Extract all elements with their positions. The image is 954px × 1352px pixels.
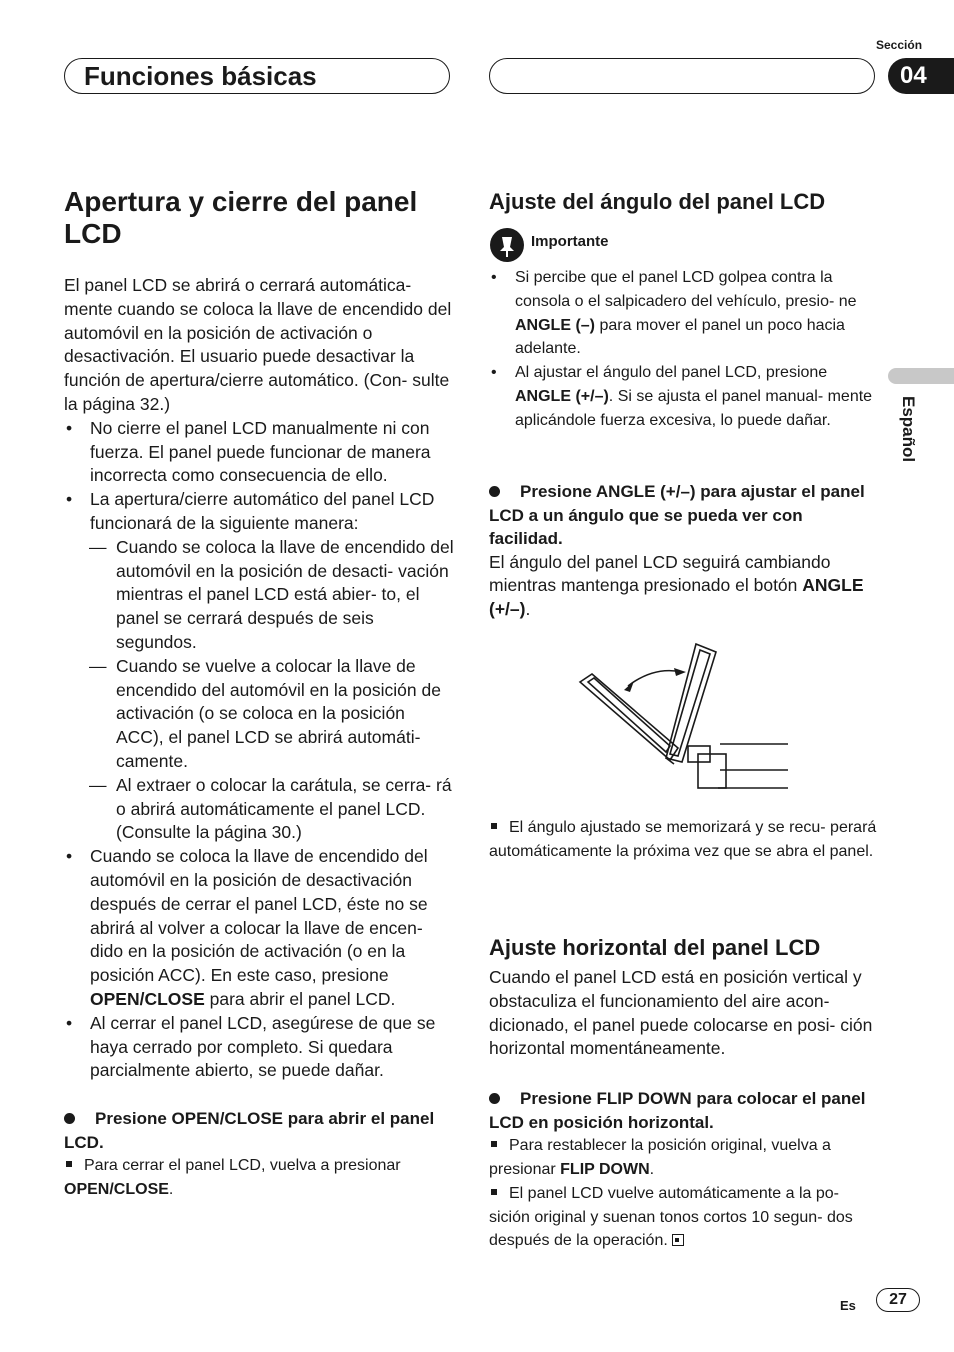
section-label: Sección [876, 38, 923, 52]
horizontal-note: Para restablecer la posición original, vuelva a presionar FLIP DOWN. [489, 1137, 831, 1178]
note-square-icon [491, 823, 497, 829]
dash-item: — Cuando se coloca la llave de encendido del automóvil en la posición de desacti- vación mientras el panel LCD está abier- to, el panel se cerrará después de seis segundos. [64, 536, 454, 655]
dash-item: — Cuando se vuelve a colocar la llave de encendido del automóvil en la posición de activación (o se coloca en la posición ACC), el panel LCD se abrirá automáti- camente. [64, 655, 454, 774]
note-square-icon [66, 1161, 72, 1167]
side-tab-marker [888, 368, 954, 384]
step-bullet-icon [489, 1093, 500, 1104]
important-label: Importante [531, 233, 609, 250]
step-bullet-icon [489, 486, 500, 497]
important-icon [490, 228, 524, 262]
step-bullet-icon [64, 1113, 75, 1124]
section-number-badge: 04 [888, 58, 954, 94]
step-instruction: Presione OPEN/CLOSE para abrir el panel LCD. [64, 1109, 435, 1152]
page-number: 27 [876, 1288, 920, 1312]
angle-step-block [489, 480, 879, 622]
side-language-label: Español [899, 396, 918, 463]
bullet-item: • La apertura/cierre automático del panel LCD funcionará de la siguiente manera: [64, 488, 454, 536]
important-item: • Al ajustar el ángulo del panel LCD, presione ANGLE (+/–). Si se ajusta el panel manual- mente aplicándole fuerza excesiva, lo puede dañar. [489, 361, 879, 432]
lcd-angle-illustration [570, 638, 790, 794]
section-title-opening: Apertura y cierre del panel LCD [64, 186, 418, 249]
horizontal-description: Cuando el panel LCD está en posición vertical y obstaculiza el funcionamiento del aire acon- dicionado, el panel puede colocarse en posi- ción horizontal momentáneamente. [489, 967, 873, 1059]
header-right-frame [489, 58, 875, 94]
horizontal-note: El panel LCD vuelve automáticamente a la po- sición original y suenan tonos cortos 10 segun- dos después de la operación. [489, 1184, 853, 1250]
angle-description: El ángulo del panel LCD seguirá cambiando mientras mantenga presionado el botón ANGLE (+/–). [489, 551, 864, 620]
horizontal-section [489, 934, 879, 1253]
section-title-angle: Ajuste del ángulo del panel LCD [489, 189, 826, 214]
page-header-title: Funciones básicas [84, 61, 317, 91]
bullet-item: • Cuando se coloca la llave de encendido del automóvil en la posición de desactivación después de cerrar el panel LCD, éste no se abrirá al volver a colocar la llave de encen- dido en la posición de activación (o en la posición ACC). En este caso, presione OPEN/CLOSE para abrir el panel LCD. [64, 845, 454, 1012]
bullet-item: • Al cerrar el panel LCD, asegúrese de que se haya cerrado por completo. Si quedara parcialmente abierto, se puede dañar. [64, 1012, 454, 1083]
step-note: Para cerrar el panel LCD, vuelva a presionar OPEN/CLOSE. [64, 1157, 401, 1198]
left-column [64, 186, 454, 1202]
footer-language: Es [840, 1298, 856, 1313]
dash-item: — Al extraer o colocar la carátula, se cerra- rá o abrirá automáticamente el panel LCD. (Consulte la página 30.) [64, 774, 454, 845]
angle-note: El ángulo ajustado se memorizará y se recu- perará automáticamente la próxima vez que se abra el panel. [489, 819, 877, 860]
section-title-horizontal: Ajuste horizontal del panel LCD [489, 935, 821, 960]
bullet-item: • No cierre el panel LCD manualmente ni con fuerza. El panel puede funcionar de manera incorrecta como consecuencia de ello. [64, 417, 454, 488]
step-instruction: Presione FLIP DOWN para colocar el panel LCD en posición horizontal. [489, 1089, 866, 1132]
intro-paragraph: El panel LCD se abrirá o cerrará automática- mente cuando se coloca la llave de encendido del automóvil en la posición de activación o desactivación. El usuario puede desactivar la función de apertura/cierre automático. (Con- sulte la página 32.) [64, 275, 452, 414]
note-square-icon [491, 1189, 497, 1195]
important-item: • Si percibe que el panel LCD golpea contra la consola o el salpicadero del vehículo, presio- ne ANGLE (–) para mover el panel un poco hacia adelante. [489, 266, 879, 361]
end-mark-icon [672, 1234, 684, 1246]
right-column-top [489, 188, 879, 216]
important-list [489, 266, 879, 433]
step-instruction: Presione ANGLE (+/–) para ajustar el panel LCD a un ángulo que se pueda ver con facilidad. [489, 482, 865, 548]
note-square-icon [491, 1141, 497, 1147]
